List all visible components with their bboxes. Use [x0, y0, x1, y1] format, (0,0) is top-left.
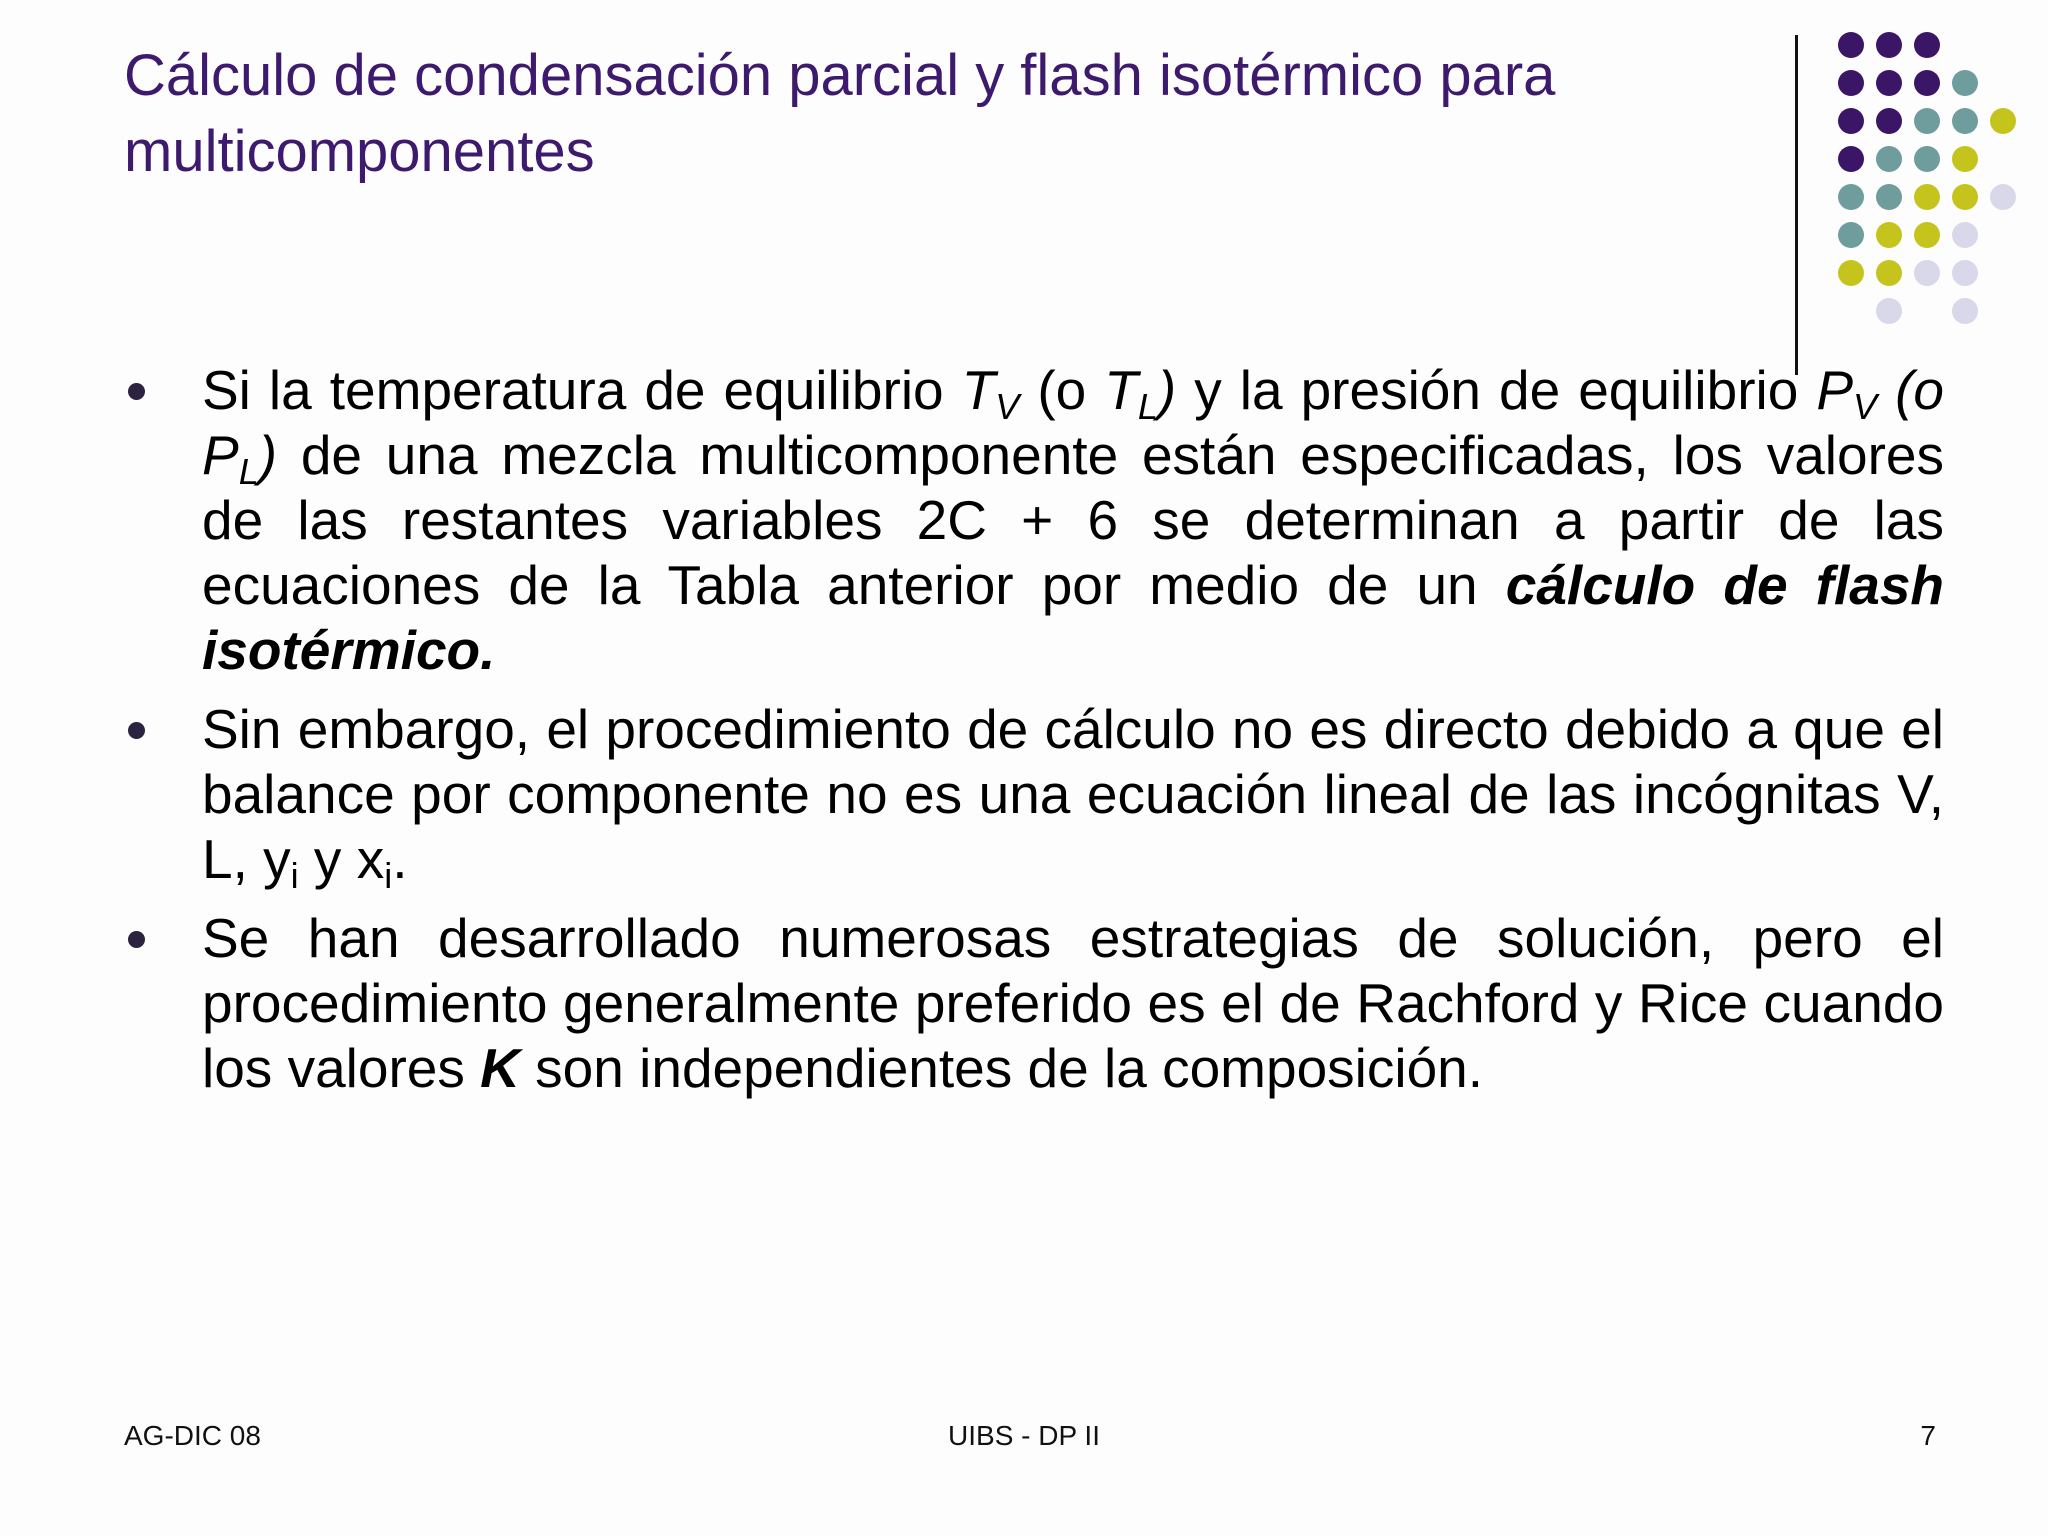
- bullet-item-1: Si la temperatura de equilibrio $T_V$ (o $T_L$) y la presión de equilibrio $P_V$ (o $P_L$) de una mezcla multicomponente están especificadas, los valores de las restantes variables 2C + 6 se determinan a partir de las ecuaciones de la Tabla anterior por medio de un cálculo de flash isotérmico.: [124, 358, 1944, 683]
- decorative-dot: [1914, 32, 1940, 58]
- decorative-dot: [1876, 222, 1902, 248]
- decorative-dot: [1914, 70, 1940, 96]
- symbol-pv-pl: $P_V$ (o $P_L$): [202, 359, 1944, 492]
- decorative-dot: [1876, 260, 1902, 286]
- decorative-dot: [1838, 108, 1864, 134]
- decorative-dot-grid: [1838, 32, 2038, 342]
- decorative-dot: [1952, 70, 1978, 96]
- decorative-dot: [1914, 222, 1940, 248]
- decorative-divider: [1795, 35, 1798, 375]
- decorative-dot: [1914, 260, 1940, 286]
- decorative-dot: [1838, 70, 1864, 96]
- decorative-dot: [1838, 222, 1864, 248]
- bullet-item-2: Sin embargo, el procedimiento de cálculo no es directo debido a que el balance por componente no es una ecuación lineal de las incógnitas V, L, $y_i$ y $x_i$.: [124, 697, 1944, 892]
- decorative-dot: [1990, 108, 2016, 134]
- decorative-dot: [1914, 146, 1940, 172]
- decorative-dot: [1952, 298, 1978, 324]
- decorative-dot: [1876, 70, 1902, 96]
- decorative-dot: [1838, 184, 1864, 210]
- decorative-dot: [1914, 184, 1940, 210]
- bullet-icon: [128, 722, 145, 739]
- bullet-item-3: Se han desarrollado numerosas estrategias de solución, pero el procedimiento generalmente preferido es el de Rachford y Rice cuando los valores K son independientes de la composición.: [124, 906, 1944, 1101]
- slide-title: Cálculo de condensación parcial y flash isotérmico para multicomponentes: [124, 43, 1556, 184]
- decorative-dot: [1952, 184, 1978, 210]
- decorative-dot: [1952, 222, 1978, 248]
- decorative-dot: [1952, 260, 1978, 286]
- decorative-dot: [1952, 146, 1978, 172]
- symbol-k: K: [480, 1037, 520, 1099]
- decorative-dot: [1952, 108, 1978, 134]
- footer-left: AG-DIC 08: [124, 1420, 261, 1451]
- decorative-dot: [1876, 184, 1902, 210]
- decorative-dot: [1876, 298, 1902, 324]
- bullet-icon: [128, 383, 145, 400]
- footer-center: UIBS - DP II: [948, 1420, 1100, 1451]
- decorative-dot: [1838, 146, 1864, 172]
- decorative-dot: [1876, 146, 1902, 172]
- decorative-dot: [1876, 108, 1902, 134]
- decorative-dot: [1914, 108, 1940, 134]
- slide-body: [124, 358, 1944, 1115]
- decorative-dot: [1876, 32, 1902, 58]
- page-number: 7: [1920, 1420, 1936, 1451]
- decorative-dot: [1838, 260, 1864, 286]
- bullet-icon: [128, 931, 145, 948]
- symbol-tl: $T_L$): [1104, 359, 1177, 427]
- decorative-dot: [1990, 184, 2016, 210]
- emphasis-flash-isotermico: cálculo de flash isotérmico.: [202, 554, 1944, 681]
- symbol-tv: $T_V$: [961, 359, 1020, 427]
- decorative-dot: [1838, 32, 1864, 58]
